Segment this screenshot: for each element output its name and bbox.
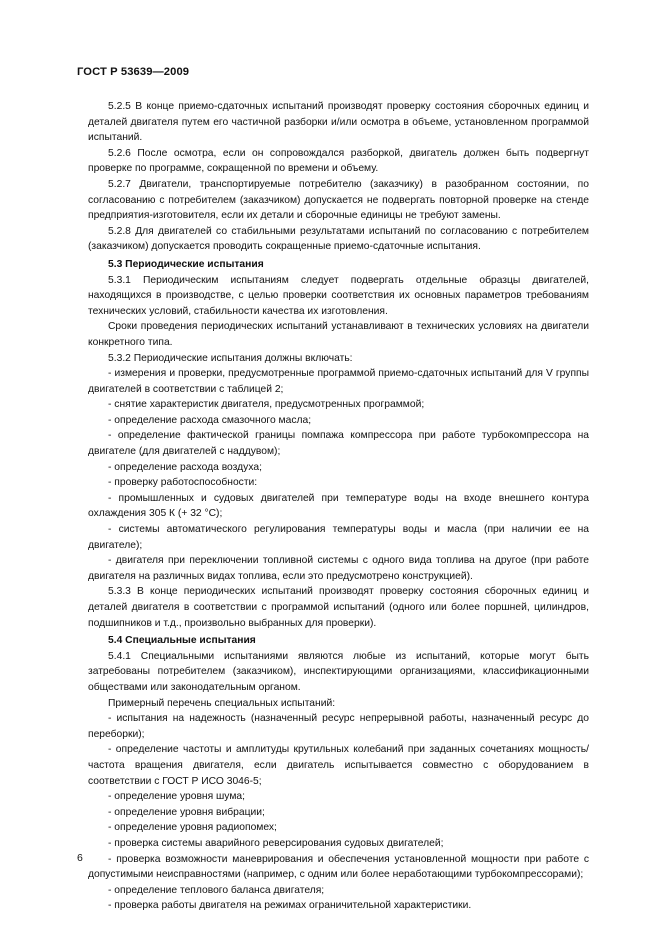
paragraph-5-2-6: 5.2.6 После осмотра, если он сопровождался разборкой, двигатель должен быть подвергнут проверке по программе, сокращенной по времени и объему.: [88, 147, 589, 175]
list-item: - определение расхода смазочного масла;: [108, 414, 312, 426]
list-item: - определение частоты и амплитуды крутильных колебаний при заданных сочетаниях мощность/частота вращения двигателя, если двигатель испытывается совместно с оборудованием в соответствии с ГОСТ Р ИСО 3046-5;: [88, 744, 589, 787]
list-item: - определение расхода воздуха;: [108, 461, 262, 473]
list-item: - проверка системы аварийного реверсирования судовых двигателей;: [108, 837, 444, 849]
list-item: - проверка возможности маневрирования и обеспечения установленной мощности при работе с допустимыми неисправностями (например, с одним или более неработающими турбокомпрессорами);: [88, 853, 589, 881]
list-item: - проверку работоспособности:: [108, 477, 258, 489]
document-header: ГОСТ Р 53639—2009: [77, 66, 190, 78]
section-heading-5-4: 5.4 Специальные испытания: [108, 635, 256, 647]
list-item: - измерения и проверки, предусмотренные программой приемо-сдаточных испытаний для V группы двигателей в соответствии с таблицей 2;: [88, 368, 589, 395]
paragraph-5-4-1-list-intro: Примерный перечень специальных испытаний:: [108, 697, 336, 709]
page-number: 6: [77, 852, 83, 864]
list-item: - системы автоматического регулирования температуры воды и масла (при наличии ее на двигателе);: [88, 524, 589, 551]
list-item: - определение уровня радиопомех;: [108, 822, 277, 834]
list-item: - снятие характеристик двигателя, предусмотренных программой;: [108, 399, 425, 411]
list-item: - определение уровня шума;: [108, 791, 246, 803]
paragraph-5-2-8: 5.2.8 Для двигателей со стабильными результатами испытаний по согласованию с потребителем (заказчиком) допускается проводить сокращенные приемо-сдаточные испытания.: [88, 225, 589, 253]
list-item: - двигателя при переключении топливной системы с одного вида топлива на другое (при работе двигателя на различных видах топлива, если это предусмотрено конструкцией).: [88, 555, 589, 582]
paragraph-5-4-1: 5.4.1 Специальными испытаниями являются любые из испытаний, которые могут быть затребованы потребителем (заказчиком), инспектирующими организациями, классификационными обществами или законодательным органом.: [88, 650, 589, 693]
paragraph-5-3-1-terms: Сроки проведения периодических испытаний устанавливают в технических условиях на двигатели конкретного типа.: [88, 321, 589, 348]
list-item: - промышленных и судовых двигателей при температуре воды на входе внешнего контура охлаждения 305 К (+ 32 °C);: [88, 492, 589, 520]
paragraph-5-2-7: 5.2.7 Двигатели, транспортируемые потребителю (заказчику) в разобранном состоянии, по согласованию с потребителем (заказчиком) допускается не подвергать повторной проверке на стенде предприятия-изготовителя, если их детали и сборочные единицы не требуют замены.: [88, 178, 589, 222]
list-item: - определение теплового баланса двигателя;: [108, 884, 325, 896]
page-body: [88, 99, 589, 914]
list-item: - определение фактической границы помпажа компрессора при работе турбокомпрессора на двигателе (для двигателей с наддувом);: [88, 430, 589, 458]
paragraph-5-3-2: 5.3.2 Периодические испытания должны включать:: [108, 352, 353, 364]
section-heading-5-3: 5.3 Периодические испытания: [108, 258, 264, 270]
list-5-3-2: [88, 366, 589, 584]
list-item: - испытания на надежность (назначенный ресурс непрерывной работы, назначенный ресурс до переборки);: [88, 713, 589, 740]
list-item: - определение уровня вибрации;: [108, 806, 265, 818]
list-item: - проверка работы двигателя на режимах ограничительной характеристики.: [108, 900, 472, 912]
paragraph-5-2-5: 5.2.5 В конце приемо-сдаточных испытаний производят проверку состояния сборочных единиц и деталей двигателя путем его частичной разборки и/или осмотра в объеме, установленном программой испытаний.: [88, 101, 589, 144]
list-5-4-1: [88, 711, 589, 914]
paragraph-5-3-1: 5.3.1 Периодическим испытаниям следует подвергать отдельные образцы двигателей, находящихся в производстве, с целью проверки соответствия их основных параметров требованиям технических условий, стабильности качества их изготовления.: [88, 274, 589, 317]
paragraph-5-3-3: 5.3.3 В конце периодических испытаний производят проверку состояния сборочных единиц и деталей двигателя в соответствии с программой испытаний (одного или более поршней, цилиндров, подшипников и т.д., произвольно выбранных для проверки).: [88, 586, 589, 629]
